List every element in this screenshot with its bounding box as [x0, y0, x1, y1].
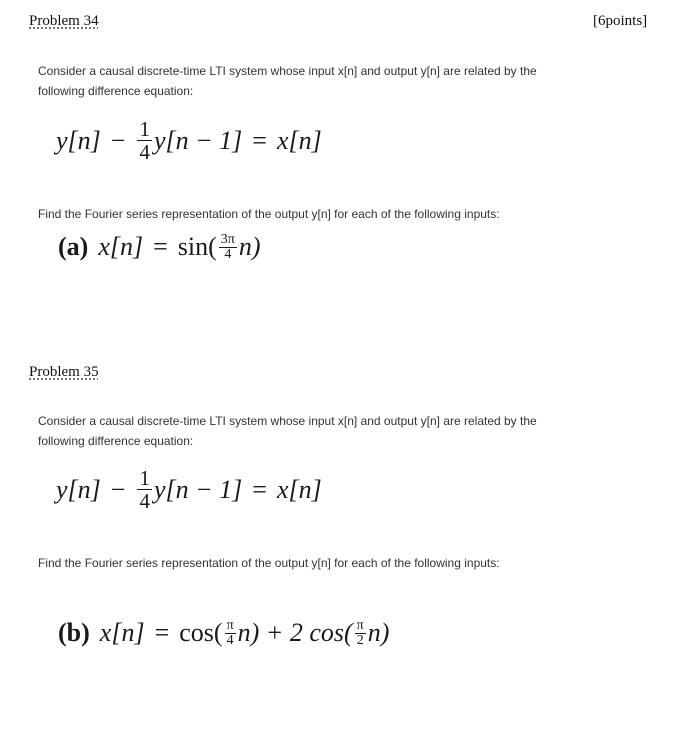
input-a-equation	[58, 232, 261, 262]
eq-rhs-term: x[n]	[276, 125, 322, 155]
input-b-middle: n) + 2 cos(	[237, 618, 353, 647]
problem-34-find-text: Find the Fourier series representation of the output y[n] for each of the following inputs:	[38, 207, 500, 221]
input-b-equals: =	[154, 618, 170, 647]
eq-lhs-term: y[n]	[56, 125, 101, 155]
problem-34-intro	[38, 61, 638, 101]
input-a-fraction	[219, 233, 237, 262]
problem-34-heading: Problem 34	[29, 13, 99, 29]
eq-equals: =	[252, 125, 267, 155]
eq-coefficient-denominator: 4	[139, 489, 150, 513]
intro-line-2: following difference equation:	[38, 84, 194, 98]
eq-coefficient	[137, 467, 152, 512]
input-a-fraction-numerator: 3π	[220, 231, 235, 247]
problem-35-intro	[38, 411, 638, 451]
eq-minus: −	[110, 125, 126, 155]
input-a-tail: n)	[238, 232, 261, 261]
eq-rhs-term: x[n]	[276, 474, 322, 504]
eq-coefficient	[137, 118, 152, 163]
input-a-lhs: x[n]	[98, 232, 144, 261]
input-b-tail: n)	[367, 618, 390, 647]
eq-coefficient-denominator: 4	[139, 140, 150, 164]
input-b-fraction-2-numerator: π	[356, 617, 364, 633]
eq-minus: −	[110, 474, 126, 504]
input-label-a: (a)	[58, 232, 89, 261]
intro-line-2: following difference equation:	[38, 434, 194, 448]
difference-equation-34	[56, 118, 322, 163]
problem-35-heading: Problem 35	[29, 364, 99, 380]
eq-coefficient-numerator: 1	[139, 466, 150, 490]
input-a-equals: =	[153, 232, 168, 261]
eq-lhs-term: y[n]	[56, 474, 101, 504]
eq-delayed-term: y[n − 1]	[153, 125, 243, 155]
difference-equation-35	[56, 467, 322, 512]
input-b-func-1: cos(	[179, 618, 223, 647]
eq-delayed-term: y[n − 1]	[153, 474, 243, 504]
input-b-fraction-1-numerator: π	[226, 617, 234, 633]
points-label: [6points]	[593, 13, 648, 29]
input-b-fraction-1	[225, 619, 236, 648]
input-a-func: sin(	[177, 232, 217, 261]
input-b-fraction-2-denominator: 2	[356, 632, 364, 648]
input-b-fraction-1-denominator: 4	[226, 632, 234, 648]
eq-coefficient-numerator: 1	[139, 117, 150, 141]
input-a-fraction-denominator: 4	[224, 246, 232, 262]
eq-equals: =	[252, 474, 267, 504]
input-label-b: (b)	[58, 618, 90, 647]
input-b-lhs: x[n]	[99, 618, 145, 647]
intro-line-1: Consider a causal discrete-time LTI system whose input x[n] and output y[n] are related by the	[38, 64, 537, 78]
intro-line-1: Consider a causal discrete-time LTI system whose input x[n] and output y[n] are related by the	[38, 414, 537, 428]
input-b-fraction-2	[355, 619, 366, 648]
problem-35-find-text: Find the Fourier series representation of the output y[n] for each of the following inputs:	[38, 556, 500, 570]
input-b-equation	[58, 618, 389, 648]
